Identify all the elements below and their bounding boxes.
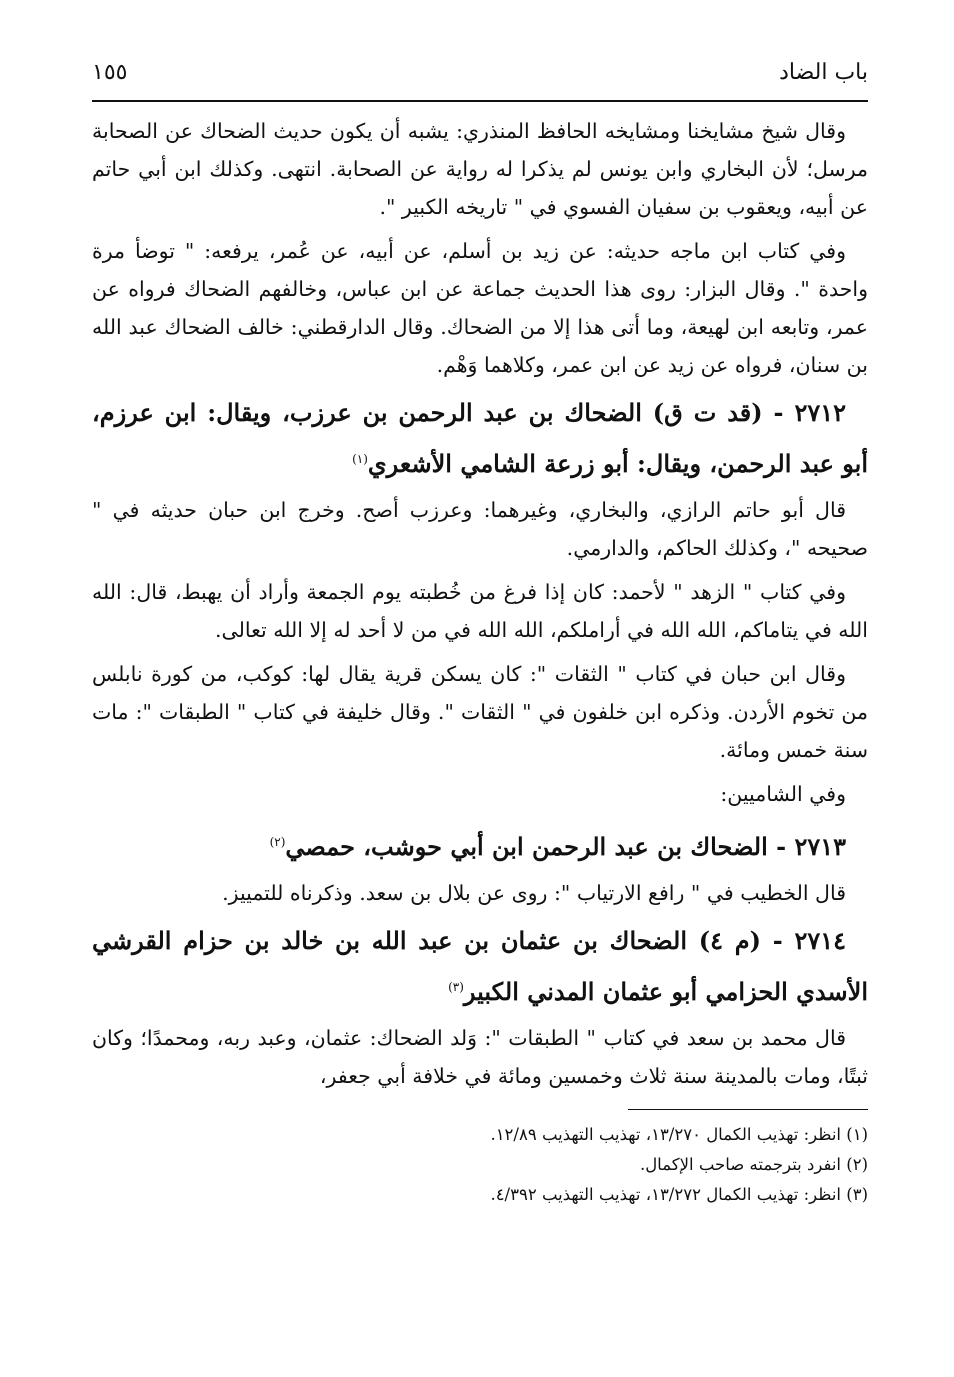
paragraph-8: قال محمد بن سعد في كتاب " الطبقات ": وَلد الضحاك: عثمان، وعبد ربه، ومحمدًا؛ وكان ثبتًا، ومات بالمدينة سنة ثلاث وخمسين ومائة في خلافة أبي جعفر، xyxy=(92,1026,868,1088)
footnote-1: (١) انظر: تهذيب الكمال ١٣/٢٧٠، تهذيب التهذيب ١٢/٨٩. xyxy=(490,1125,868,1144)
paragraph-2: وفي كتاب ابن ماجه حديثه: عن زيد بن أسلم، عن أبيه، عن عُمر، يرفعه: " توضأ مرة واحدة ". وقال البزار: روى هذا الحديث جماعة عن ابن عباس، وخالفهم الضحاك فرواه عن عمر، وتابعه ابن لهيعة، وما أتى هذا إلا من الضحاك. وقال الدارقطني: خالف الضحاك عبد الله بن سنان، فرواه عن زيد عن ابن عمر، وكلاهما وَهْم. xyxy=(92,239,868,377)
footnote-ref: (١) xyxy=(352,452,368,466)
footnote-separator xyxy=(628,1109,868,1110)
paragraph-3: قال أبو حاتم الرازي، والبخاري، وغيرهما: وعرزب أصح. وخرج ابن حبان حديثه في " صحيحه "، وكذلك الحاكم، والدارمي. xyxy=(92,498,868,560)
entry-number: ٢٧١٢ xyxy=(794,398,846,427)
paragraph-7: قال الخطيب في " رافع الارتياب ": روى عن بلال بن سعد. وذكرناه للتمييز. xyxy=(222,881,846,905)
entry-2714 xyxy=(92,918,868,1015)
entry-heading: - (م ٤) الضحاك بن عثمان بن عبد الله بن خالد بن حزام القرشي الأسدي الحزامي أبو عثمان المدني الكبير xyxy=(92,926,868,1006)
footnote-ref: (٢) xyxy=(269,835,286,849)
footnote-2: (٢) انفرد بترجمته صاحب الإكمال. xyxy=(639,1155,868,1174)
paragraph-1: وقال شيخ مشايخنا ومشايخه الحافظ المنذري: يشبه أن يكون حديث الضحاك عن الصحابة مرسل؛ لأن البخاري وابن يونس لم يذكرا له رواية عن الصحابة. انتهى. وكذلك ابن أبي حاتم عن أبيه، ويعقوب بن سفيان الفسوي في " تاريخه الكبير ". xyxy=(92,119,868,219)
entry-heading: - الضحاك بن عبد الرحمن ابن أبي حوشب، حمصي xyxy=(285,832,787,861)
entry-heading: - (قد ت ق) الضحاك بن عبد الرحمن بن عرزب، ويقال: ابن عرزم، أبو عبد الرحمن، ويقال: أبو زرعة الشامي الأشعري xyxy=(92,398,868,478)
page-number: ١٥٥ xyxy=(92,60,128,85)
paragraph-6: وفي الشاميين: xyxy=(720,782,846,806)
book-page xyxy=(92,60,868,1210)
footnote-3: (٣) انظر: تهذيب الكمال ١٣/٢٧٢، تهذيب التهذيب ٤/٣٩٢. xyxy=(490,1185,868,1204)
paragraph-4: وفي كتاب " الزهد " لأحمد: كان إذا فرغ من خُطبته يوم الجمعة وأراد أن يهبط، قال: الله الله في يتاماكم، الله الله في أراملكم، الله الله في من لا أحد له إلا الله تعالى. xyxy=(92,580,868,642)
paragraph-5: وقال ابن حبان في كتاب " الثقات ": كان يسكن قرية يقال لها: كوكب، من كورة نابلس من تخوم الأردن. وذكره ابن خلفون في " الثقات ". وقال خليفة في كتاب " الطبقات ": مات سنة خمس ومائة. xyxy=(92,662,868,762)
running-header xyxy=(92,60,868,102)
entry-number: ٢٧١٣ xyxy=(794,832,846,861)
chapter-title: باب الضاد xyxy=(779,60,868,85)
entry-2713 xyxy=(92,819,868,870)
entry-2712 xyxy=(92,390,868,487)
entry-number: ٢٧١٤ xyxy=(794,926,846,955)
footnotes xyxy=(92,1120,868,1210)
footnote-ref: (٣) xyxy=(448,980,464,994)
